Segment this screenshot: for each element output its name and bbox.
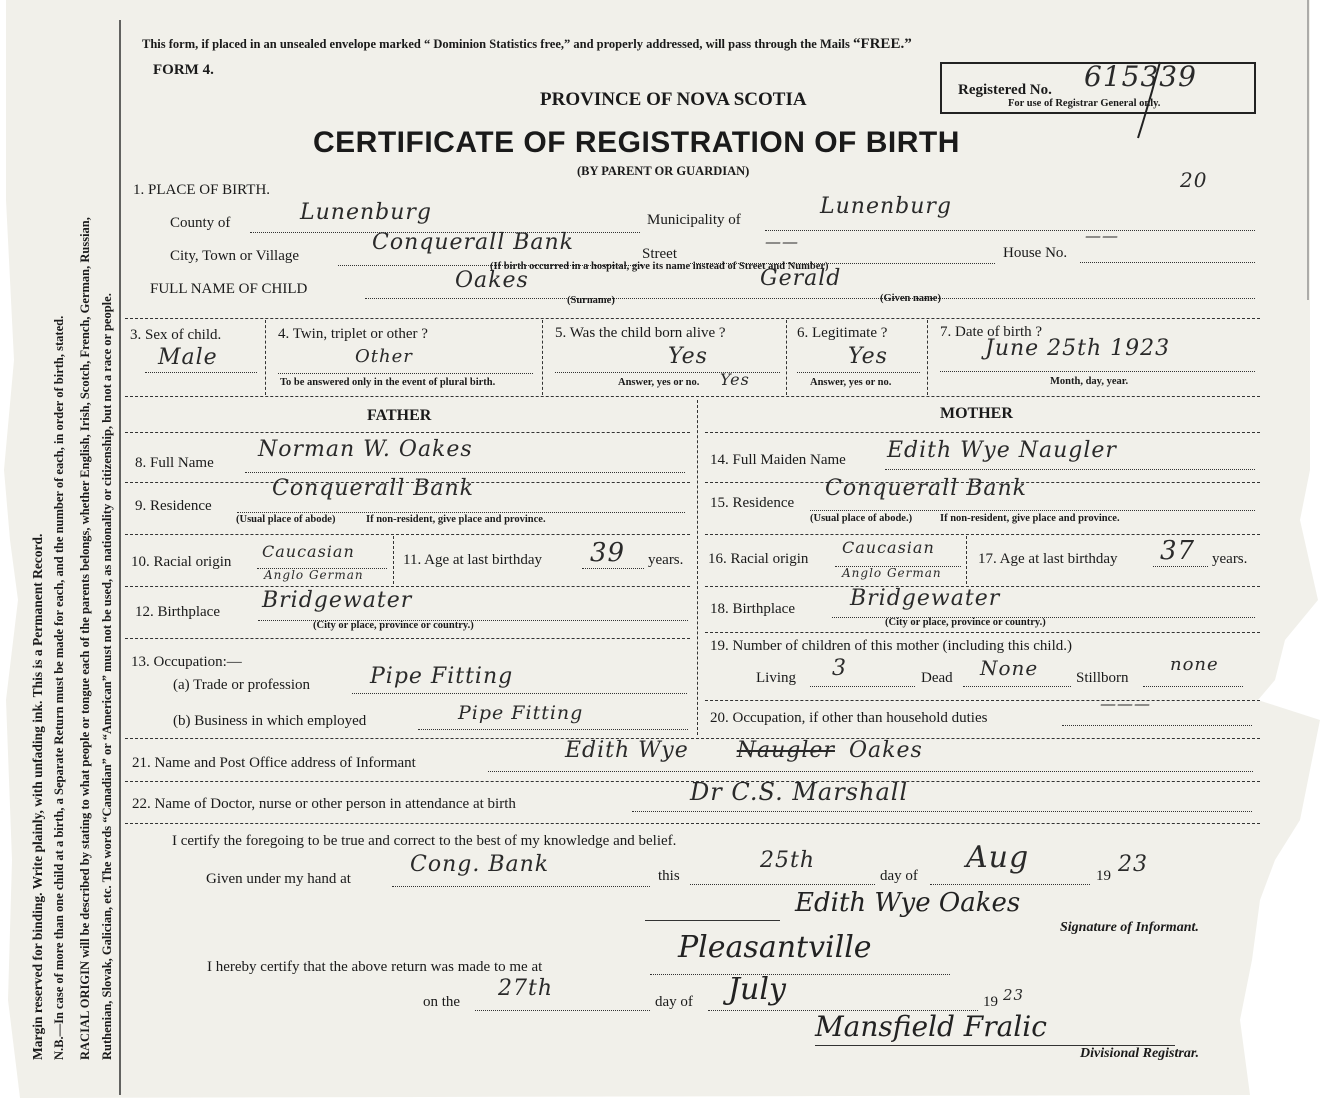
mother-racial-origin-value: Caucasian bbox=[842, 538, 935, 557]
mail-notice bbox=[142, 36, 912, 53]
informant-signature: Edith Wye Oakes bbox=[795, 888, 1021, 918]
living-value: 3 bbox=[832, 656, 847, 681]
father-birthplace-value: Bridgewater bbox=[262, 588, 413, 613]
father-heading: FATHER bbox=[367, 407, 432, 424]
father-racial-origin-sub: Anglo German bbox=[264, 568, 364, 582]
registrar-day-value: 27th bbox=[498, 976, 554, 1001]
father-age-value: 39 bbox=[590, 538, 626, 568]
surname-note: (Surname) bbox=[567, 295, 615, 306]
given-place-value: Cong. Bank bbox=[410, 852, 550, 877]
house-number-value: —— bbox=[1085, 226, 1119, 245]
registered-number-box bbox=[940, 62, 1256, 114]
alive-value: Yes bbox=[668, 344, 708, 369]
sex-label: 3. Sex of child. bbox=[130, 327, 222, 343]
registrar-certify-statement: I hereby certify that the above return was made to me at bbox=[207, 959, 543, 975]
father-age-years: years. bbox=[648, 552, 684, 568]
informant-value bbox=[565, 738, 923, 763]
given-year-suffix: 23 bbox=[1118, 852, 1148, 877]
province-heading: PROVINCE OF NOVA SCOTIA bbox=[540, 89, 807, 110]
given-name-note: (Given name) bbox=[880, 293, 941, 304]
father-racial-origin-value: Caucasian bbox=[262, 542, 355, 561]
alive-extra-value: Yes bbox=[720, 370, 750, 389]
father-trade-value: Pipe Fitting bbox=[370, 664, 514, 689]
father-business-value: Pipe Fitting bbox=[458, 702, 584, 724]
margin-multiple-birth-note: N.B.—In case of more than one child at a birth, a Separate Return must be made for each, and the number of each, in order of birth, stated. bbox=[52, 315, 66, 1060]
registrar-on-the-label: on the bbox=[423, 994, 461, 1010]
mother-birthplace-value: Bridgewater bbox=[850, 586, 1001, 611]
mother-residence-value: Conquerall Bank bbox=[825, 476, 1027, 501]
certify-statement: I certify the foregoing to be true and correct to the best of my knowledge and belief. bbox=[172, 833, 677, 849]
informant-signature-line bbox=[645, 920, 780, 921]
mother-residence-label: 15. Residence bbox=[710, 495, 795, 511]
mother-heading: MOTHER bbox=[940, 405, 1013, 422]
mother-name-value: Edith Wye Naugler bbox=[887, 438, 1117, 463]
father-racial-origin-label: 10. Racial origin bbox=[131, 554, 232, 570]
given-day-value: 25th bbox=[760, 848, 816, 873]
informant-surname: Oakes bbox=[848, 738, 923, 763]
twin-value: Other bbox=[355, 346, 413, 367]
mother-residence-note-nonresident: If non-resident, give place and province. bbox=[940, 513, 1120, 524]
this-label: this bbox=[658, 868, 680, 884]
corner-mark: 20 bbox=[1180, 168, 1208, 192]
registrar-year-suffix: 23 bbox=[1003, 986, 1025, 1004]
street-label: Street bbox=[642, 246, 677, 262]
child-name-label: FULL NAME OF CHILD bbox=[150, 281, 308, 297]
mail-notice-free: “FREE.” bbox=[852, 36, 912, 52]
registrar-year-prefix: 19 bbox=[983, 994, 998, 1010]
margin-nationality-note: Ruthenian, Slovak, Galician, etc. The words “Canadian” or “American” must not be used, as nationality or citizenship, but not a race or people. bbox=[100, 293, 114, 1060]
father-trade-label: (a) Trade or profession bbox=[173, 677, 311, 693]
hospital-note: (If birth occurred in a hospital, give its name instead of Street and Number) bbox=[490, 261, 829, 272]
alive-note: Answer, yes or no. bbox=[618, 377, 700, 388]
mother-occupation-value: ——— bbox=[1100, 694, 1151, 713]
father-age-label: 11. Age at last birthday bbox=[403, 552, 542, 568]
mother-birthplace-label: 18. Birthplace bbox=[710, 601, 795, 617]
slash-mark bbox=[1120, 60, 1180, 140]
informant-given-names: Edith Wye bbox=[565, 738, 689, 763]
father-birthplace-note: (City or place, province or country.) bbox=[313, 620, 474, 631]
registered-label: Registered No. bbox=[958, 82, 1052, 98]
dead-label: Dead bbox=[921, 670, 953, 686]
registrar-signature: Mansfield Fralic bbox=[815, 1010, 1047, 1043]
registered-number-value: 615339 bbox=[1084, 60, 1197, 93]
given-year-prefix: 19 bbox=[1096, 868, 1111, 884]
alive-label: 5. Was the child born alive ? bbox=[555, 325, 726, 341]
twin-label: 4. Twin, triplet or other ? bbox=[278, 326, 428, 342]
registrar-month-value: July bbox=[728, 972, 786, 1007]
child-given-name-value: Gerald bbox=[760, 266, 842, 291]
informant-signature-label: Signature of Informant. bbox=[1060, 920, 1199, 935]
father-name-value: Norman W. Oakes bbox=[258, 437, 473, 462]
father-residence-note-abode: (Usual place of abode) bbox=[236, 514, 336, 525]
mother-racial-origin-sub: Anglo German bbox=[842, 566, 942, 580]
place-of-birth-label: 1. PLACE OF BIRTH. bbox=[133, 182, 271, 198]
municipality-label: Municipality of bbox=[647, 212, 741, 228]
doctor-value: Dr C.S. Marshall bbox=[690, 778, 909, 806]
city-value: Conquerall Bank bbox=[372, 230, 574, 255]
twin-note: To be answered only in the event of plural birth. bbox=[280, 377, 496, 388]
doctor-label: 22. Name of Doctor, nurse or other person in attendance at birth bbox=[132, 796, 516, 812]
form-number: FORM 4. bbox=[153, 62, 214, 78]
date-of-birth-value: June 25th 1923 bbox=[985, 336, 1171, 361]
date-of-birth-note: Month, day, year. bbox=[1050, 376, 1129, 387]
city-label: City, Town or Village bbox=[170, 248, 300, 264]
mother-age-years: years. bbox=[1212, 551, 1248, 567]
certificate-title: CERTIFICATE OF REGISTRATION OF BIRTH bbox=[313, 126, 960, 159]
father-birthplace-label: 12. Birthplace bbox=[135, 604, 220, 620]
given-day-of-label: day of bbox=[880, 868, 918, 884]
county-label: County of bbox=[170, 215, 231, 231]
municipality-value: Lunenburg bbox=[820, 194, 952, 219]
mother-children-label: 19. Number of children of this mother (including this child.) bbox=[710, 638, 1073, 654]
legitimate-label: 6. Legitimate ? bbox=[797, 325, 888, 341]
mother-residence-note-abode: (Usual place of abode.) bbox=[810, 513, 913, 524]
mail-notice-text: This form, if placed in an unsealed envelope marked “ Dominion Statistics free,” and properly addressed, will pass through the Mails bbox=[142, 37, 850, 51]
given-month-value: Aug bbox=[966, 840, 1030, 875]
father-residence-value: Conquerall Bank bbox=[272, 476, 474, 501]
dead-value: None bbox=[980, 656, 1039, 680]
registrar-use-note: For use of Registrar General only. bbox=[1008, 98, 1161, 109]
mother-age-label: 17. Age at last birthday bbox=[978, 551, 1118, 567]
mother-birthplace-note: (City or place, province or country.) bbox=[885, 617, 1046, 628]
living-label: Living bbox=[756, 670, 796, 686]
father-occupation-label: 13. Occupation:— bbox=[131, 654, 242, 670]
father-business-label: (b) Business in which employed bbox=[173, 713, 367, 729]
legitimate-value: Yes bbox=[848, 344, 888, 369]
informant-struck-name: Naugler bbox=[736, 738, 835, 763]
stillborn-value: none bbox=[1170, 654, 1219, 675]
mother-name-label: 14. Full Maiden Name bbox=[710, 452, 846, 468]
county-value: Lunenburg bbox=[300, 200, 432, 225]
house-number-label: House No. bbox=[1003, 245, 1068, 261]
divisional-registrar-label: Divisional Registrar. bbox=[1080, 1046, 1200, 1061]
legitimate-note: Answer, yes or no. bbox=[810, 377, 892, 388]
father-residence-label: 9. Residence bbox=[135, 498, 212, 514]
street-value: —— bbox=[765, 232, 799, 251]
informant-label: 21. Name and Post Office address of Informant bbox=[132, 755, 416, 771]
certificate-subtitle: (BY PARENT OR GUARDIAN) bbox=[577, 164, 750, 178]
registrar-place-value: Pleasantville bbox=[678, 930, 872, 965]
mother-age-value: 37 bbox=[1160, 536, 1196, 566]
mother-occupation-label: 20. Occupation, if other than household duties bbox=[710, 710, 988, 726]
father-name-label: 8. Full Name bbox=[135, 455, 214, 471]
father-residence-note-nonresident: If non-resident, give place and province. bbox=[366, 514, 546, 525]
registrar-day-of-label: day of bbox=[655, 994, 693, 1010]
child-surname-value: Oakes bbox=[455, 268, 529, 293]
date-of-birth-label: 7. Date of birth ? bbox=[940, 324, 1043, 340]
margin-binding-note: Margin reserved for binding. Write plainly, with unfading ink. This is a Permanent Record. bbox=[30, 533, 45, 1060]
mother-racial-origin-label: 16. Racial origin bbox=[708, 551, 809, 567]
stillborn-label: Stillborn bbox=[1076, 670, 1129, 686]
margin-racial-origin-note: RACIAL ORIGIN will be described by stating to what people or tongue each of the parents belongs, whether English, Irish, Scotch, French, German, Russian, bbox=[78, 217, 92, 1060]
sex-value: Male bbox=[158, 345, 218, 370]
given-under-hand-label: Given under my hand at bbox=[206, 871, 351, 887]
